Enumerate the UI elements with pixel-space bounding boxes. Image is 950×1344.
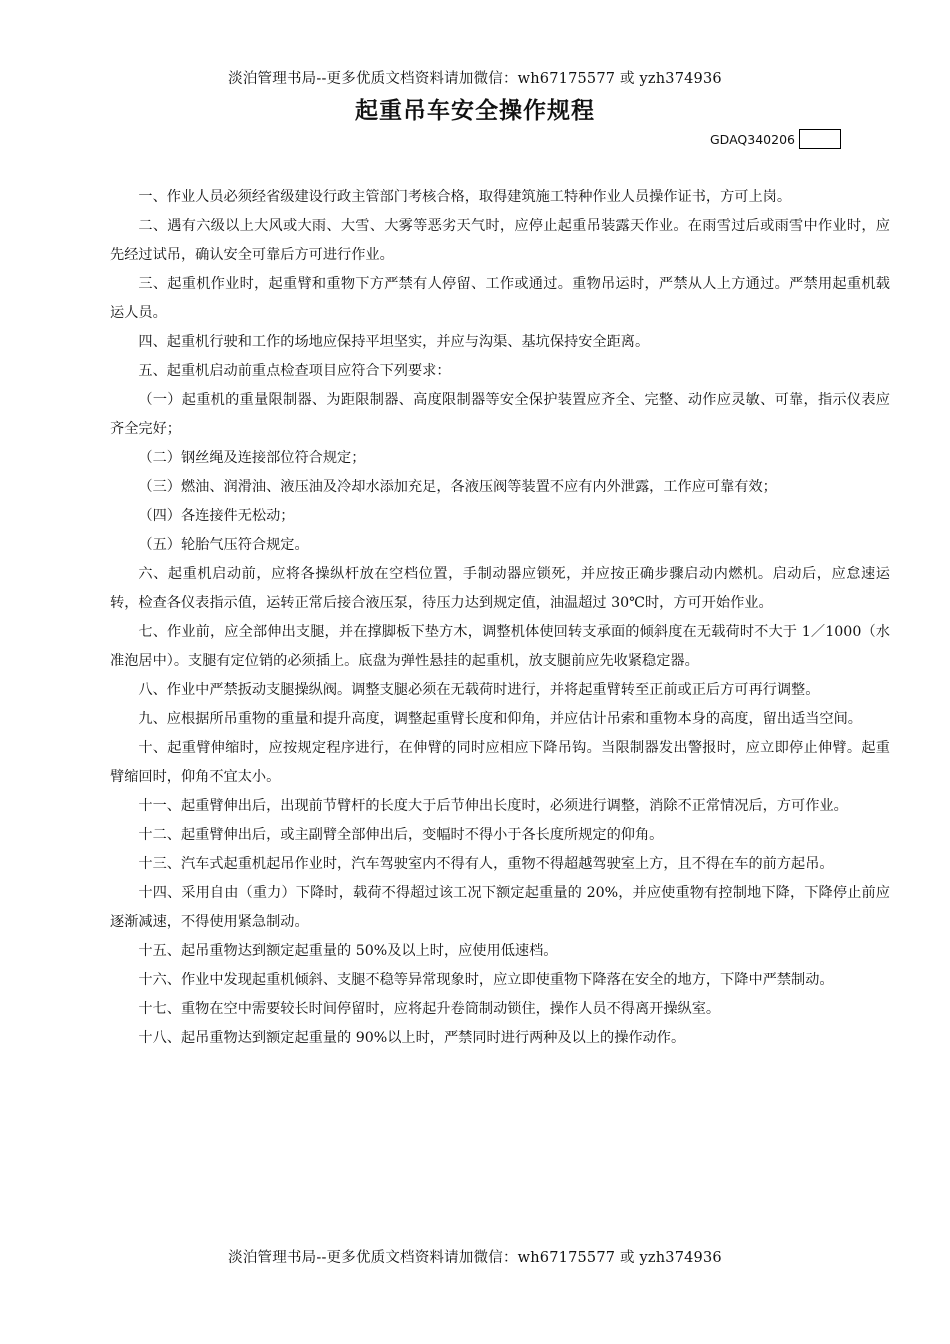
code-box — [799, 129, 841, 149]
document-code-row — [710, 128, 841, 150]
sub-item-2: （二）钢丝绳及连接部位符合规定； — [138, 450, 366, 466]
footer-watermark: 淡泊管理书局--更多优质文档资料请加微信：wh67175577 或 yzh374936 — [228, 1250, 722, 1266]
paragraph-17: 十七、重物在空中需要较长时间停留时，应将起升卷筒制动锁住，操作人员不得离开操纵室。 — [138, 1001, 721, 1017]
sub-item-1: （一）起重机的重量限制器、为距限制器、高度限制器等安全保护装置应齐全、完整、动作应灵敏、可靠，指示仪表应齐全完好； — [110, 392, 890, 437]
paragraph-1: 一、作业人员必须经省级建设行政主管部门考核合格，取得建筑施工特种作业人员操作证书，方可上岗。 — [138, 189, 792, 205]
paragraph-13: 十三、汽车式起重机起吊作业时，汽车驾驶室内不得有人，重物不得超越驾驶室上方，且不得在车的前方起吊。 — [138, 856, 834, 872]
paragraph-12: 十二、起重臂伸出后，或主副臂全部伸出后，变幅时不得小于各长度所规定的仰角。 — [138, 827, 664, 843]
paragraph-14: 十四、采用自由（重力）下降时，载荷不得超过该工况下额定起重量的 20%，并应使重物有控制地下降，下降停止前应逐渐减速，不得使用紧急制动。 — [110, 885, 890, 930]
paragraph-3: 三、起重机作业时，起重臂和重物下方严禁有人停留、工作或通过。重物吊运时，严禁从人上方通过。严禁用起重机载运人员。 — [110, 276, 890, 321]
paragraph-6: 六、起重机启动前，应将各操纵杆放在空档位置，手制动器应锁死，并应按正确步骤启动内燃机。启动后，应怠速运转，检查各仪表指示值，运转正常后接合液压泵，待压力达到规定值，油温超过 30℃时，方可开始作业。 — [110, 566, 890, 611]
document-code: GDAQ340206 — [710, 131, 795, 147]
paragraph-10: 十、起重臂伸缩时，应按规定程序进行，在伸臂的同时应相应下降吊钩。当限制器发出警报时，应立即停止伸臂。起重臂缩回时，仰角不宜太小。 — [110, 740, 890, 785]
sub-item-4: （四）各连接件无松动； — [138, 508, 295, 524]
paragraph-8: 八、作业中严禁扳动支腿操纵阀。调整支腿必须在无载荷时进行，并将起重臂转至正前或正后方可再行调整。 — [138, 682, 820, 698]
paragraph-16: 十六、作业中发现起重机倾斜、支腿不稳等异常现象时，应立即使重物下降落在安全的地方，下降中严禁制动。 — [138, 972, 834, 988]
paragraph-2: 二、遇有六级以上大风或大雨、大雪、大雾等恶劣天气时，应停止起重吊装露天作业。在雨雪过后或雨雪中作业时，应先经过试吊，确认安全可靠后方可进行作业。 — [110, 218, 890, 263]
regulation-body — [110, 183, 890, 1053]
paragraph-11: 十一、起重臂伸出后，出现前节臂杆的长度大于后节伸出长度时，必须进行调整，消除不正常情况后，方可作业。 — [138, 798, 848, 814]
paragraph-7: 七、作业前，应全部伸出支腿，并在撑脚板下垫方木，调整机体使回转支承面的倾斜度在无载荷时不大于 1／1000（水准泡居中）。支腿有定位销的必须插上。底盘为弹性悬挂的起重机，放支腿前应先收紧稳定器。 — [110, 624, 890, 669]
document-title: 起重吊车安全操作规程 — [355, 98, 595, 124]
header-watermark: 淡泊管理书局--更多优质文档资料请加微信：wh67175577 或 yzh374936 — [228, 71, 722, 87]
paragraph-18: 十八、起吊重物达到额定起重量的 90%以上时，严禁同时进行两种及以上的操作动作。 — [138, 1030, 686, 1046]
paragraph-5: 五、起重机启动前重点检查项目应符合下列要求： — [138, 363, 451, 379]
paragraph-9: 九、应根据所吊重物的重量和提升高度，调整起重臂长度和仰角，并应估计吊索和重物本身的高度，留出适当空间。 — [138, 711, 862, 727]
sub-item-5: （五）轮胎气压符合规定。 — [138, 537, 309, 553]
paragraph-4: 四、起重机行驶和工作的场地应保持平坦坚实，并应与沟渠、基坑保持安全距离。 — [138, 334, 650, 350]
paragraph-15: 十五、起吊重物达到额定起重量的 50%及以上时，应使用低速档。 — [138, 943, 558, 959]
sub-item-3: （三）燃油、润滑油、液压油及冷却水添加充足，各液压阀等装置不应有内外泄露，工作应可靠有效； — [138, 479, 777, 495]
